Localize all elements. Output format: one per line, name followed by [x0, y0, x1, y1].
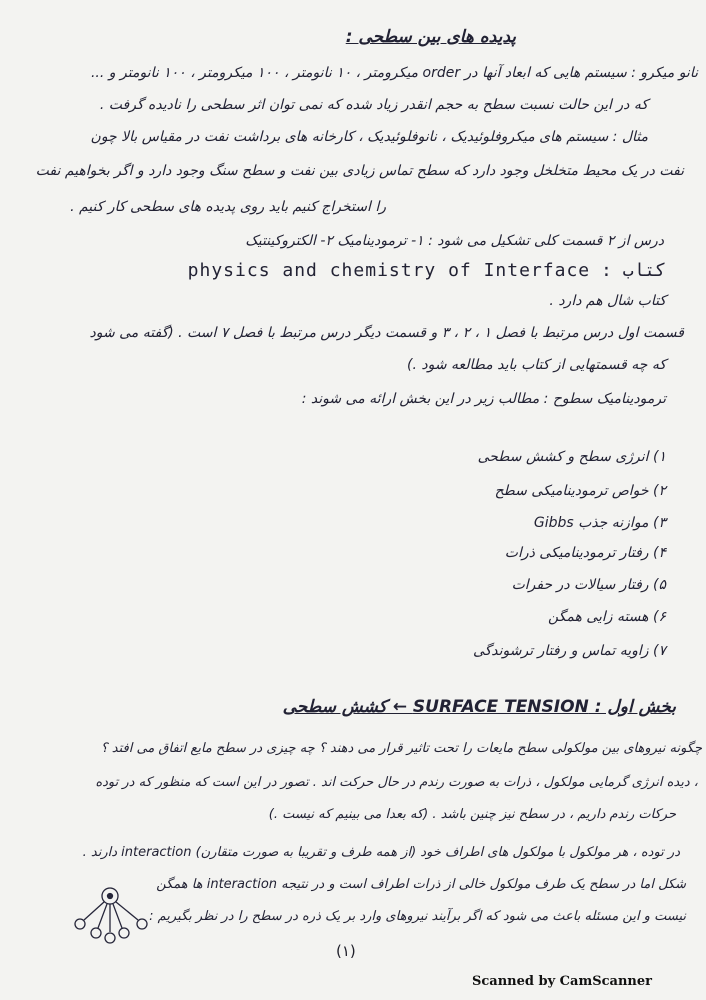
list-item-5: ۵) رفتار سیالات در حفرات — [511, 577, 666, 593]
paragraph-line-2: ، دیده انرژی گرمایی مولکول ، ذرات به صورت رندم در حال حرکت اند . تصور در این است که منظور که در توده — [95, 775, 698, 790]
section-heading: بخش اول : SURFACE TENSION ← کشش سطحی — [282, 697, 676, 717]
text-line-8: کتاب شال هم دارد . — [549, 293, 666, 309]
text-line-6: درس از ۲ قسمت کلی تشکیل می شود : ۱- ترمودینامیک ۲- الکتروکینتیک — [245, 233, 664, 249]
page-title: پدیده های بین سطحی : — [345, 27, 516, 47]
molecule-sketch-icon — [60, 878, 160, 948]
list-item-4: ۴) رفتار ترمودینامیکی ذرات — [504, 545, 666, 561]
list-item-6: ۶) هسته زایی همگن — [547, 609, 666, 625]
text-line-9: قسمت اول درس مرتبط با فصل ۱ ، ۲ ، ۳ و قسمت دیگر درس مرتبط با فصل ۷ است . (گفته می شود — [89, 325, 684, 341]
book-title-line: کتاب : physics and chemistry of Interface — [187, 260, 666, 281]
paragraph-line-3: حرکات رندم داریم ، در سطح نیز چنین باشد . (که بعدا می بینیم که نیست .) — [268, 807, 676, 822]
scanner-watermark: Scanned by CamScanner — [472, 974, 652, 989]
list-item-1: ۱) انرژی سطح و کشش سطحی — [477, 449, 666, 465]
text-line-3: مثال : سیستم های میکروفلوئیدیک ، نانوفلوئیدیک ، کارخانه های برداشت نفت در مقیاس بالا چون — [90, 129, 648, 145]
paragraph-line-5: شکل اما در سطح یک طرف مولکول خالی از ذرات اطراف است و در نتیجه interaction ها همگن — [156, 877, 686, 892]
text-line-4: نفت در یک محیط متخلخل وجود دارد که سطح تماس زیادی بین نفت و سطح سنگ وجود دارد و اگر بخواهیم نفت — [35, 163, 684, 179]
text-line-5: را استخراج کنیم باید روی پدیده های سطحی کار کنیم . — [70, 199, 386, 215]
text-line-1: نانو میکرو : سیستم هایی که ابعاد آنها در order میکرومتر ، ۱۰ نانومتر ، ۱۰۰ میکرومتر ، ۱۰۰ نانومتر و ... — [90, 65, 698, 81]
paragraph-line-6: نیست و این مسئله باعث می شود که اگر برآیند نیروهای وارد بر یک ذره در سطح را در نظر بگیریم : — [149, 909, 686, 924]
paragraph-line-1: چگونه نیروهای بین مولکولی سطح مایعات را تحت تاثیر قرار می دهند ؟ چه چیزی در سطح مایع اتفاق می افتد ؟ — [100, 741, 702, 756]
list-item-2: ۲) خواص ترمودینامیکی سطح — [494, 483, 666, 499]
text-line-2: که در این حالت نسبت سطح به حجم انقدر زیاد شده که نمی توان اثر سطحی را نادیده گرفت . — [99, 97, 648, 113]
paragraph-line-4: در توده ، هر مولکول با مولکول های اطراف خود (از همه طرف و تقریبا به صورت متقارن) interaction دارند . — [82, 845, 680, 860]
text-line-10: که چه قسمتهایی از کتاب باید مطالعه شود .) — [407, 357, 666, 373]
subsection-heading: ترمودینامیک سطوح : مطالب زیر در این بخش ارائه می شوند : — [301, 391, 666, 407]
list-item-3: ۳) موازنه جذب Gibbs — [533, 515, 666, 531]
list-item-7: ۷) زاویه تماس و رفتار ترشوندگی — [472, 643, 666, 659]
page-number: (۱) — [336, 942, 356, 960]
